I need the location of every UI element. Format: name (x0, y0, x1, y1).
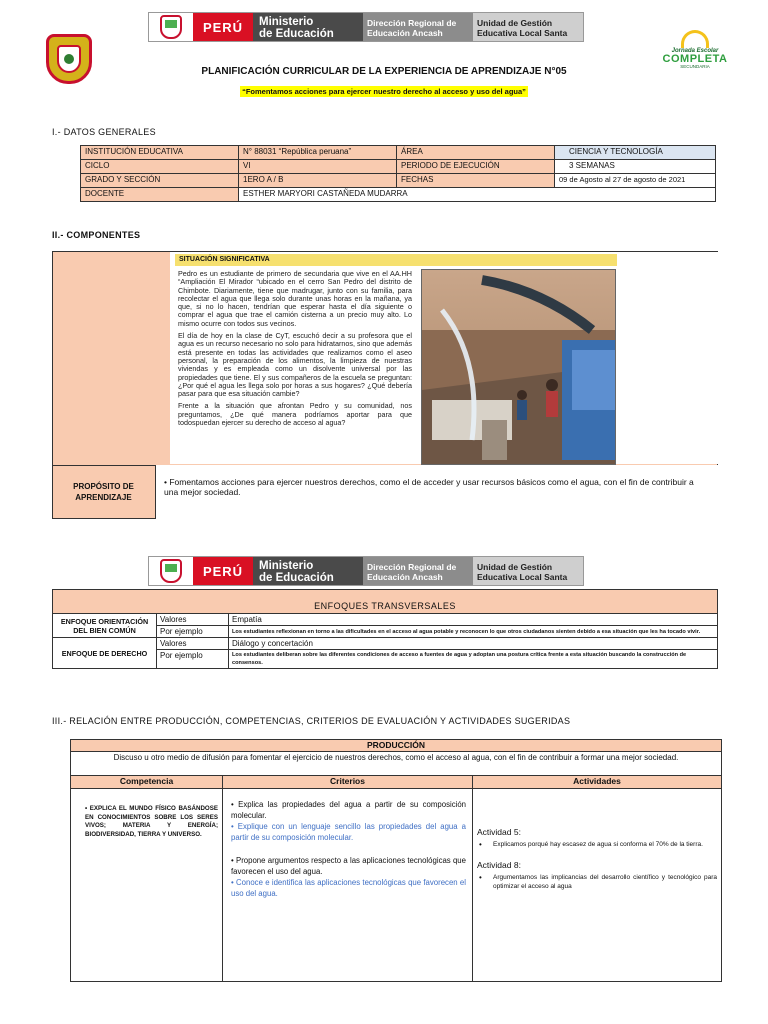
purpose-label: PROPÓSITO DE APRENDIZAJE (52, 465, 156, 519)
ugel-label: Unidad de Gestión Educativa Local Santa (473, 13, 583, 41)
jornada-completa-logo: Jornada Escolar COMPLETA SECUNDARIA (658, 30, 732, 70)
page-title: PLANIFICACIÓN CURRICULAR DE LA EXPERIENCIA DE APRENDIZAJE N°05 (201, 66, 567, 77)
peru-label: PERÚ (193, 13, 253, 41)
page-subtitle: “Fomentamos acciones para ejercer nuestro derecho al acceso y uso del agua” (242, 87, 526, 96)
section-heading-relacion: III.- RELACIÓN ENTRE PRODUCCIÓN, COMPETENCIAS, CRITERIOS DE EVALUACIÓN Y ACTIVIDADES SUGERIDAS (52, 716, 571, 726)
ministry-label: Ministerio de Educación (253, 13, 363, 41)
table-row: INSTITUCIÓN EDUCATIVA N° 88031 “República peruana” ÁREA CIENCIA Y TECNOLOGÍA (81, 146, 716, 160)
section-heading-componentes: II.- COMPONENTES (52, 230, 141, 240)
table-row (71, 789, 722, 982)
water-truck-photo (421, 269, 616, 465)
production-text: Discuso u otro medio de difusión para fomentar el ejercicio de nuestros derechos, como el acceso al agua, con el fin de contribuir a formar una mejor sociedad. (71, 752, 722, 776)
situation-heading: SITUACIÓN SIGNIFICATIVA (175, 254, 617, 266)
table-row: DOCENTE ESTHER MARYORI CASTAÑEDA MUDARRA (81, 188, 716, 202)
header-banner (148, 12, 584, 42)
criterios-cell: • Explica las propiedades del agua a partir de su composición molecular. • Explique con un lenguaje sencillo las propiedades del agua a partir de su composición molecular. • Propone argumentos respecto a las aplicaciones tecnológicas que favorecen el uso del agua. • Conoce e identifica las aplicaciones tecnológicas que favorecen el uso del agua. (223, 789, 473, 982)
actividades-cell: Actividad 5: • Explicamos porqué hay escasez de agua si conforma el 70% de la tierra. Actividad 8: • Argumentamos las implicancias del desarrollo científico y tecnológico para optimizar el acceso al agua (473, 789, 722, 982)
col-competencia: Competencia (71, 776, 223, 789)
table-row: ENFOQUE ORIENTACIÓN DEL BIEN COMÚN Valores Empatía (53, 614, 718, 626)
col-criterios: Criterios (223, 776, 473, 789)
table-row: Por ejemplo Los estudiantes reflexionan en torno a las dificultades en el acceso al agua potable y reconocen lo que otros ciudadanos sienten debido a esa situación que les ha tocado vivir. (53, 626, 718, 638)
section-heading-datos: I.- DATOS GENERALES (52, 127, 156, 137)
dre-label: Dirección Regional de Educación Ancash (363, 13, 473, 41)
header-banner-repeat: PERÚ Ministerio de Educación Dirección Regional de Educación Ancash Unidad de Gestión Educativa Local Santa (148, 556, 584, 586)
competencia-cell: • EXPLICA EL MUNDO FÍSICO BASÁNDOSE EN CONOCIMIENTOS SOBRE LOS SERES VIVOS; MATERIA Y ENERGÍA; BIODIVERSIDAD, TIERRA Y UNIVERSO. (71, 789, 223, 982)
list-item: • Argumentamos las implicancias del desarrollo científico y tecnológico para optimizar el acceso al agua (477, 873, 717, 892)
table-row: CICLO VI PERIODO DE EJECUCIÓN 3 SEMANAS (81, 160, 716, 174)
table-row: GRADO Y SECCIÓN 1ERO A / B FECHAS 09 de Agosto al 27 de agosto de 2021 (81, 174, 716, 188)
purpose-text: • Fomentamos acciones para ejercer nuestros derechos, como el de acceder y usar recursos básicos como el agua, con el fin de contribuir a una mejor sociedad. (156, 465, 718, 519)
peru-crest-icon (149, 13, 193, 41)
list-item: • Explicamos porqué hay escasez de agua si conforma el 70% de la tierra. (477, 840, 717, 850)
production-table (70, 739, 722, 982)
table-row: ENFOQUE DE DERECHO Valores Diálogo y concertación (53, 638, 718, 650)
col-actividades: Actividades (473, 776, 722, 789)
enfoques-heading: ENFOQUES TRANSVERSALES (53, 590, 718, 614)
peru-crest-icon (149, 557, 193, 585)
table-row: Por ejemplo Los estudiantes deliberan sobre las diferentes condiciones de acceso a fuentes de agua y adoptan una postura crítica frente a esta situación buscando la construcción de consensos. (53, 650, 718, 669)
production-heading: PRODUCCIÓN (71, 740, 722, 752)
situation-text: Pedro es un estudiante de primero de secundaria que vive en el AA.HH “Ampliación El Mirador “ubicado en el cerro San Pedro del distrito de Chimbote. Diariamente, tiene que madrugar, junto con su familia, para recolectar el agua que llega solo durante unas horas en la mañana, ya que, si no lo hacen, tendrían que esperar hasta el día siguiente o comprar el agua que trae el camión cisterna a un precio muy alto. Lo mismo ocurre con todos sus vecinos. El día de hoy en la clase de CyT, escuchó decir a su profesora que el agua es un recurso necesario no solo para hidratarnos, sino que además está presente en todas las actividades que realizamos como el aseo personal, la preparación de los alimentos, la limpieza de nuestras viviendas y es empleada como un disolvente universal por las propiedades que tiene. El y sus compañeros de la escuela se preguntan: ¿Por qué el agua les llega solo por horas a sus hogares? ¿Qué debería pasar para que esa situación cambie? Frente a la situación que afrontan Pedro y su comunidad, nos preguntamos, ¿De qué manera podríamos aportar para que todospuedan ejercer su derecho de acceso al agua? (178, 269, 412, 428)
enfoques-table (52, 589, 718, 669)
general-data-table (80, 145, 716, 202)
